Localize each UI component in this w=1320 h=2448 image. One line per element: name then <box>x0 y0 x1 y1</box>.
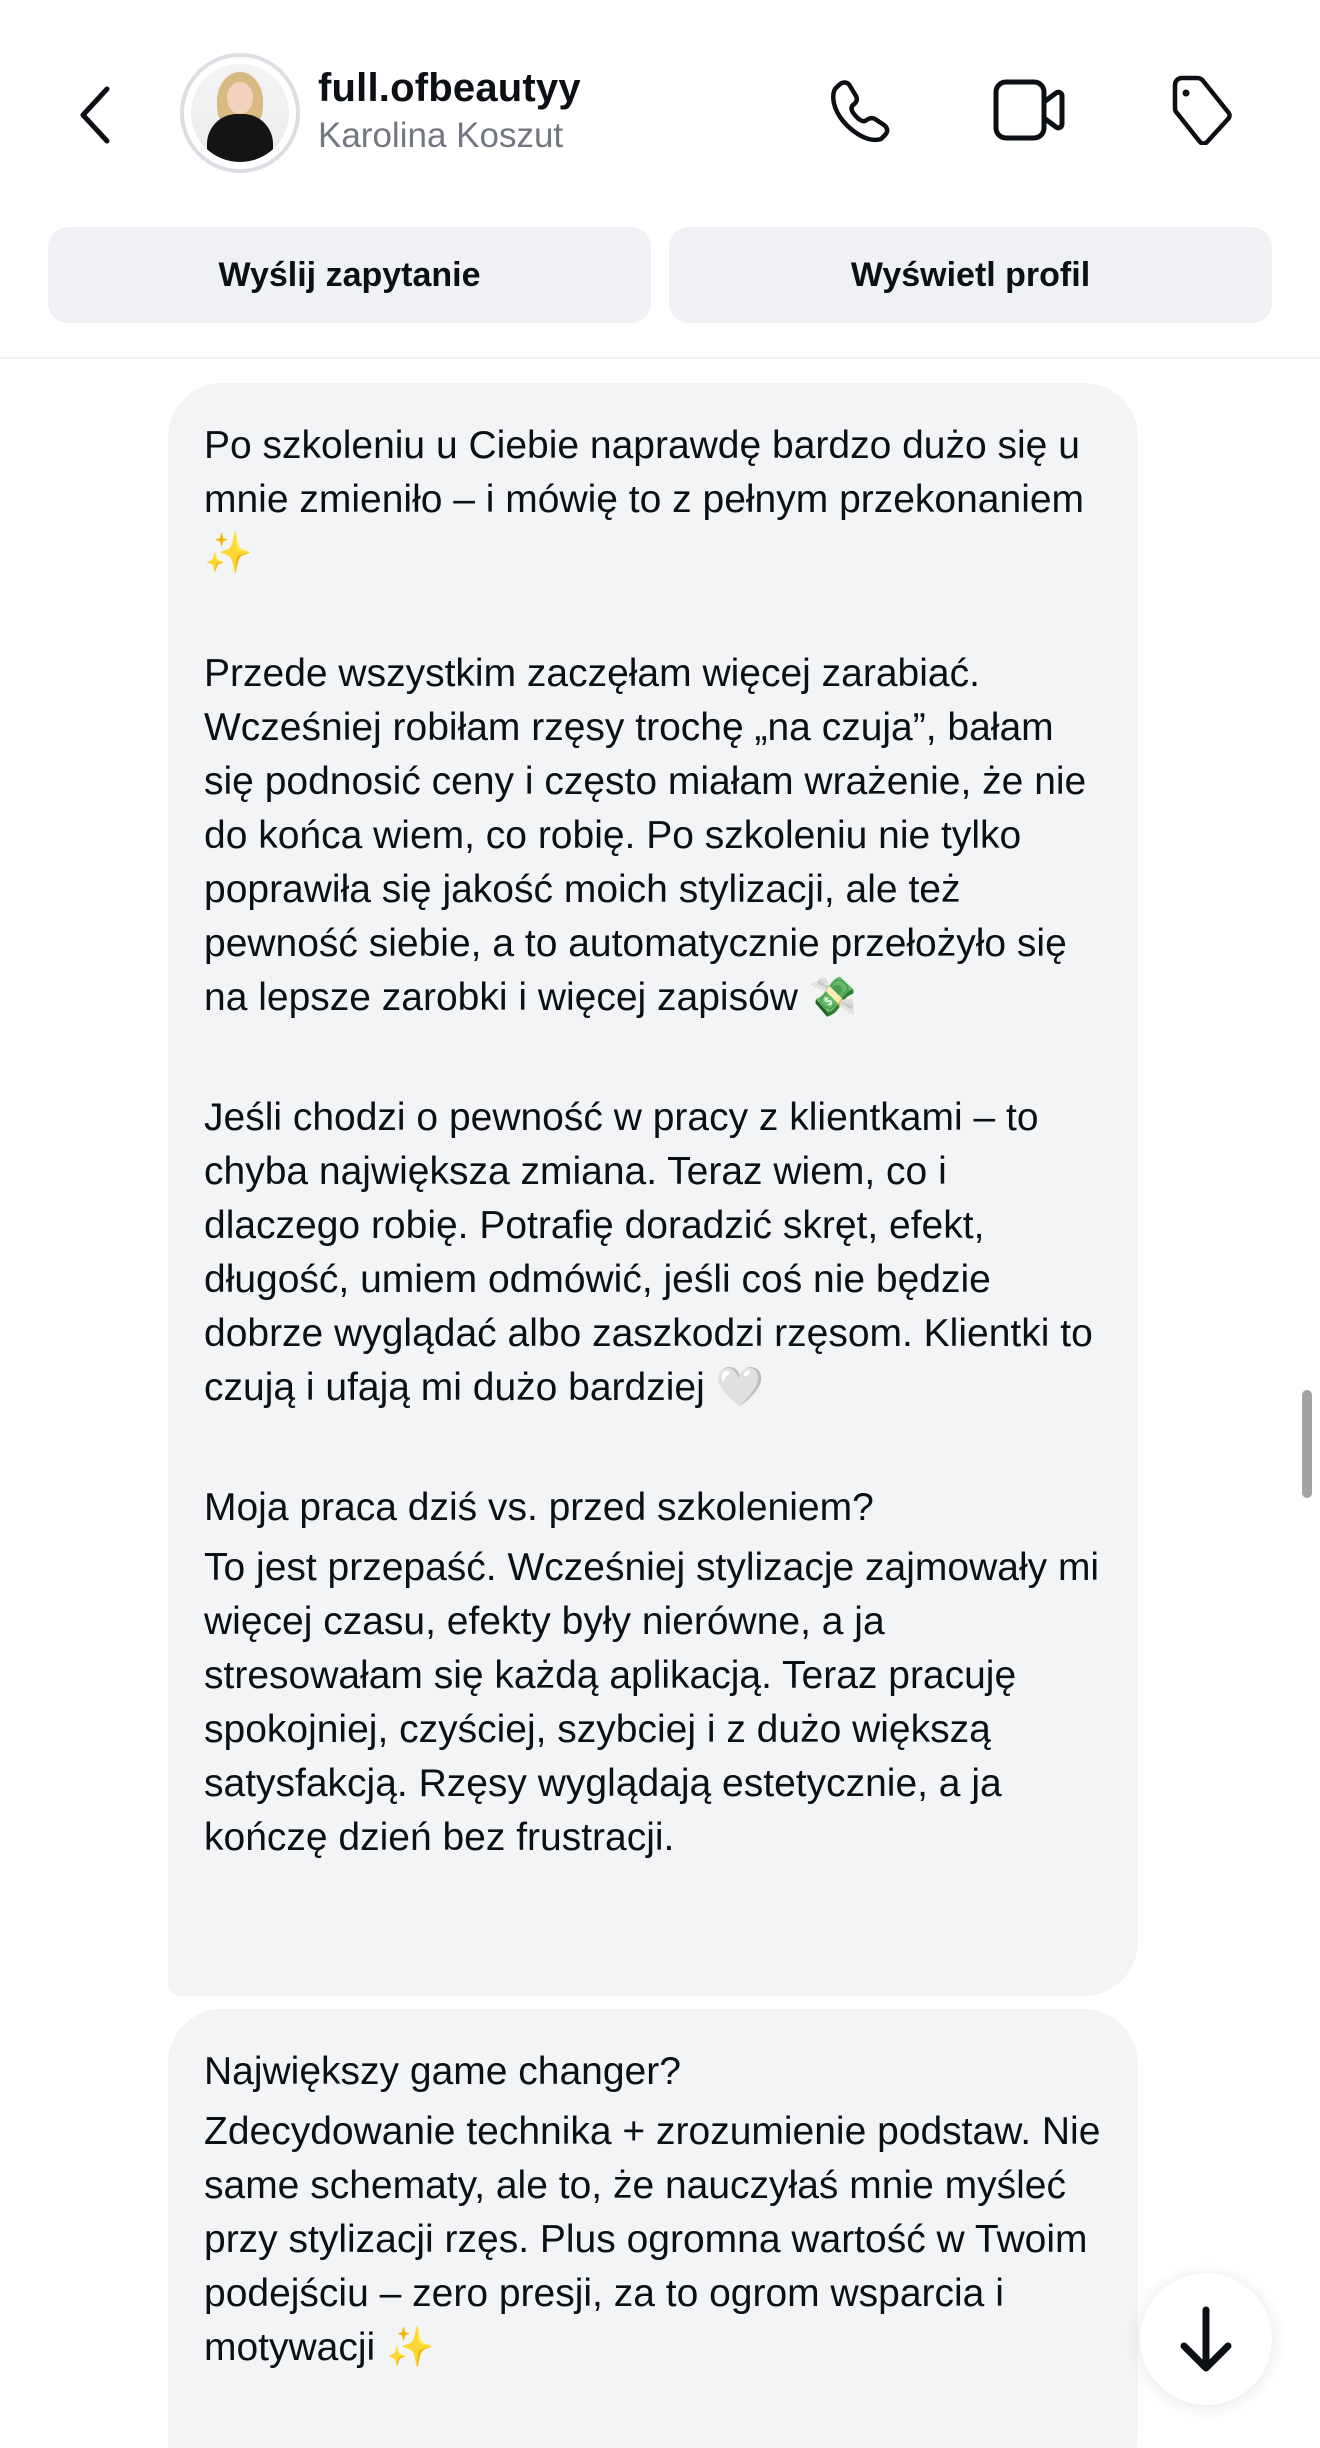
tag-icon <box>1169 75 1235 145</box>
white-heart-emoji-icon: 🤍 <box>715 1365 765 1410</box>
tag-button[interactable] <box>1162 70 1242 150</box>
money-with-wings-emoji-icon: 💸 <box>808 975 858 1020</box>
avatar-photo <box>191 64 289 162</box>
scroll-to-bottom-button[interactable] <box>1140 2273 1272 2405</box>
back-button[interactable] <box>70 75 120 155</box>
call-button[interactable] <box>822 70 902 150</box>
message-paragraph: Przede wszystkim zaczęłam więcej zarabiać. Wcześniej robiłam rzęsy trochę „na czuja”, bałam się podnosić ceny i często miałam wrażenie, że nie do końca wiem, co robię. Po szkoleniu nie tylko poprawiła się jakość moich stylizacji, ale też pewność siebie, a to automatycznie przełożyło się na lepsze zarobki i więcej zapisów 💸 <box>204 652 1087 1020</box>
arrow-down-icon <box>1178 2306 1234 2372</box>
chat-header <box>0 0 1320 224</box>
message-paragraph: To jest przepaść. Wcześniej stylizacje zajmowały mi więcej czasu, efekty były nierówne, a ja stresowałam się każdą aplikacją. Teraz pracuję spokojniej, czyściej, szybciej i z dużo większą satysfakcją. Rzęsy wyglądają estetycznie, a ja kończę dzień bez frustracji. <box>204 1546 1100 1859</box>
view-profile-button[interactable]: Wyświetl profil <box>669 227 1272 323</box>
message-thread[interactable] <box>0 359 1320 2448</box>
video-camera-icon <box>992 78 1068 142</box>
message-paragraph: Jeśli chodzi o pewność w pracy z klientkami – to chyba największa zmiana. Teraz wiem, co i dlaczego robię. Potrafię doradzić skręt, efekt, długość, umiem odmówić, jeśli coś nie będzie dobrze wyglądać albo zaszkodzi rzęsom. Klientki to czują i ufają mi dużo bardziej 🤍 <box>204 1096 1093 1410</box>
message-question: Moja praca dziś vs. przed szkoleniem? <box>204 1486 874 1529</box>
video-call-button[interactable] <box>990 70 1070 150</box>
sparkles-emoji-icon: ✨ <box>204 531 253 576</box>
message-bubble[interactable] <box>168 383 1138 1996</box>
message-question: Największy game changer? <box>204 2050 681 2093</box>
sparkles-emoji-icon: ✨ <box>386 2325 435 2370</box>
full-name: Karolina Koszut <box>318 116 564 155</box>
phone-icon <box>829 77 895 143</box>
message-bubble[interactable] <box>168 2009 1138 2448</box>
profile-actions <box>48 227 1272 323</box>
message-paragraph: Po szkoleniu u Ciebie naprawdę bardzo dużo się u mnie zmieniło – i mówię to z pełnym przekonaniem ✨ <box>204 424 1085 576</box>
contact-title[interactable] <box>318 64 581 158</box>
username: full.ofbeautyy <box>318 66 581 110</box>
message-paragraph: Zdecydowanie technika + zrozumienie podstaw. Nie same schematy, ale to, że nauczyłaś mnie myśleć przy stylizacji rzęs. Plus ogromna wartość w Twoim podejściu – zero presji, za to ogrom wsparcia i motywacji ✨ <box>204 2110 1101 2370</box>
chevron-left-icon <box>75 83 115 147</box>
avatar[interactable] <box>180 53 300 173</box>
send-request-button[interactable]: Wyślij zapytanie <box>48 227 651 323</box>
scrollbar-thumb[interactable] <box>1302 1390 1312 1498</box>
